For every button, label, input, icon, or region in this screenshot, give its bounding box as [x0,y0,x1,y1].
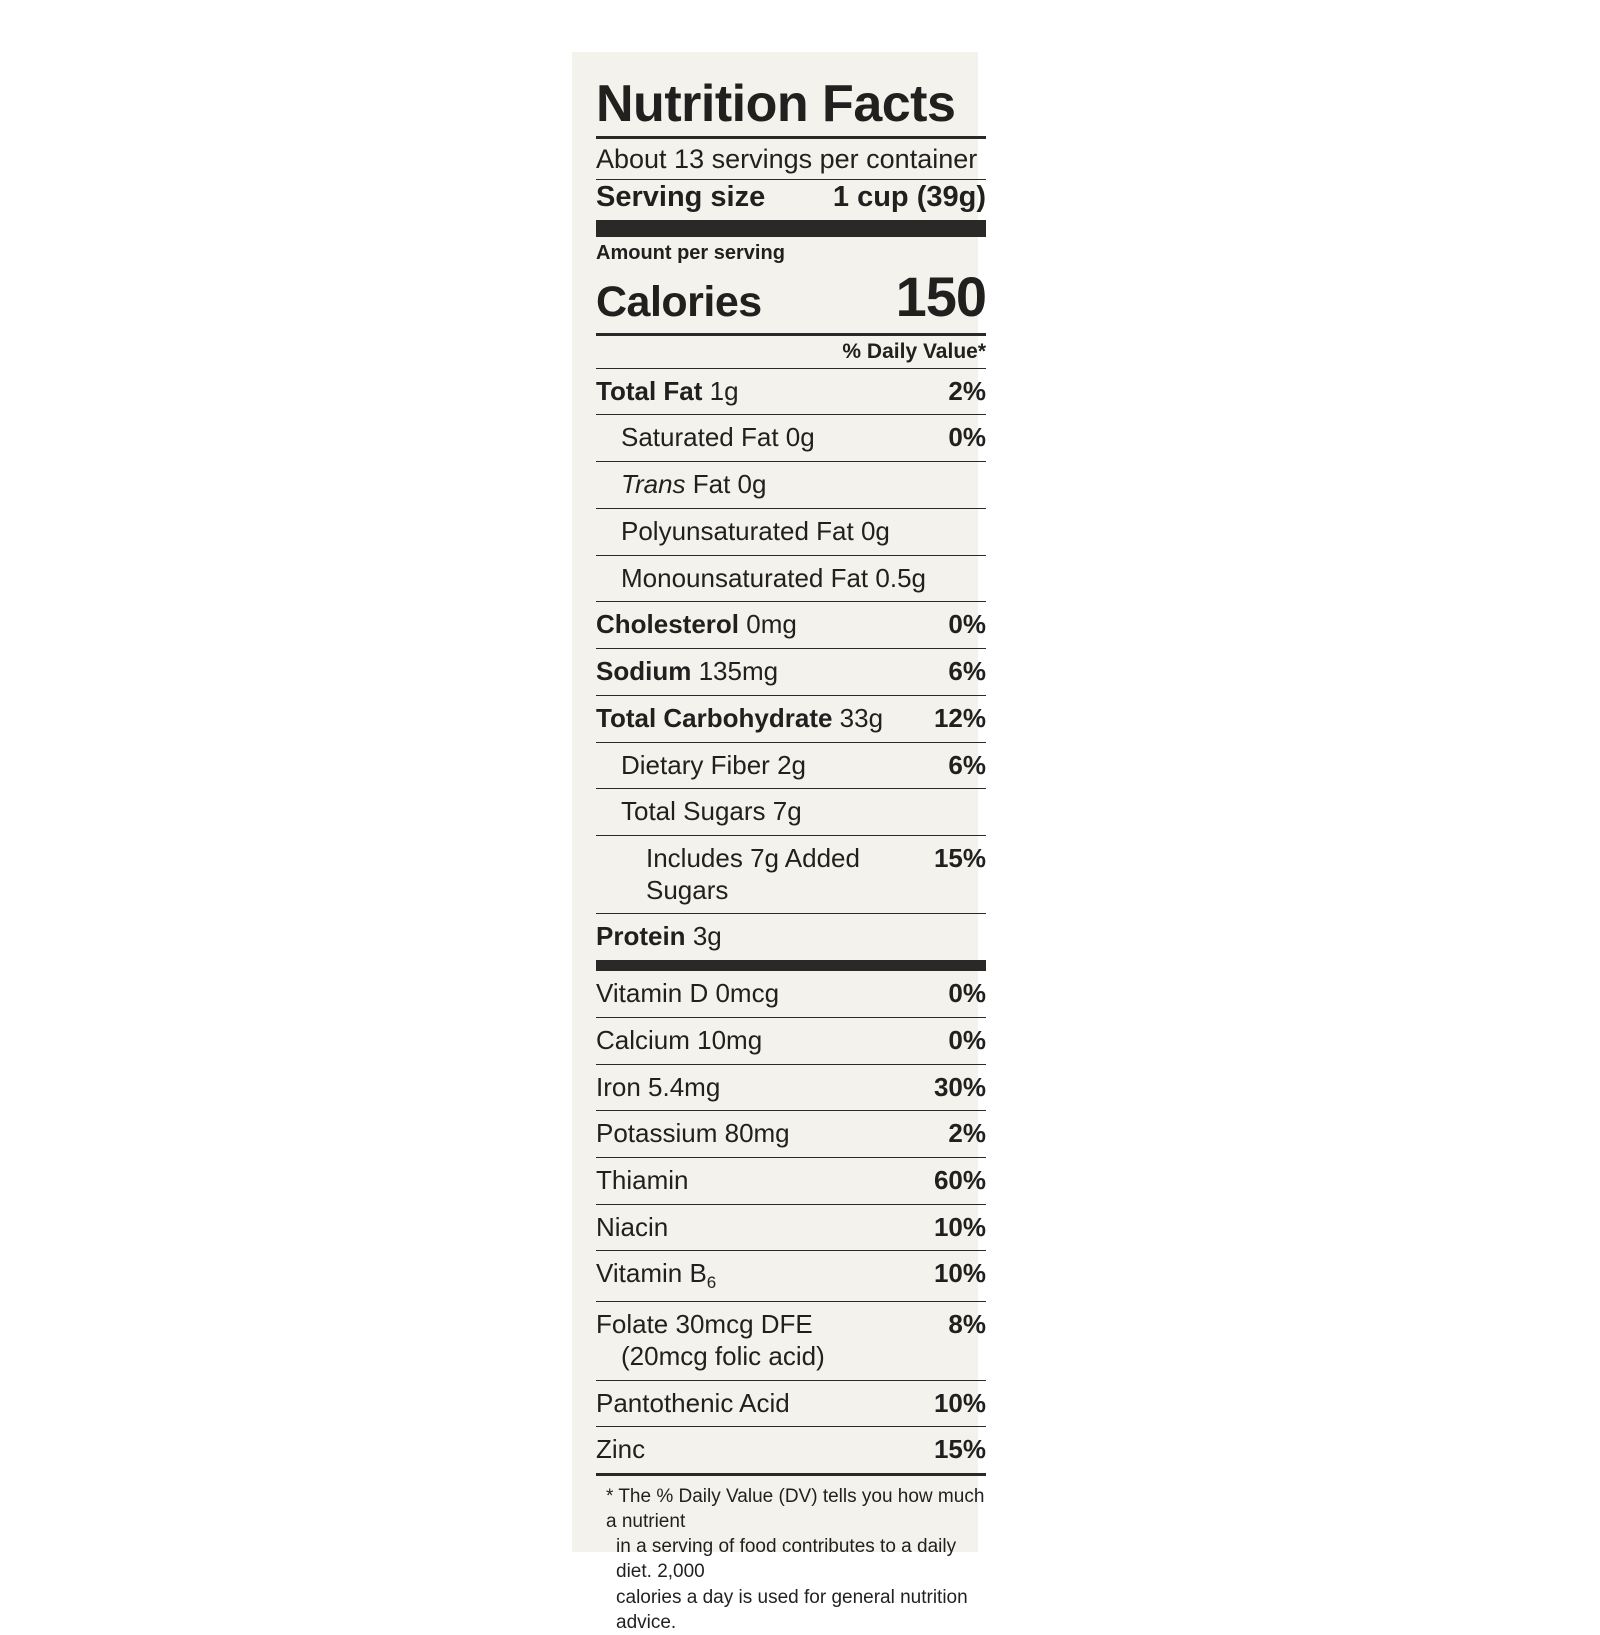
footnote-line-2: in a serving of food contributes to a daily diet. 2,000 [616,1536,957,1583]
nutrient-dv: 10% [933,1258,986,1289]
table-row [596,1111,986,1157]
nutrient-name: Vitamin $B_6$ [596,1258,717,1293]
table-row [596,462,986,508]
nutrient-dv: 2% [948,1118,986,1149]
nutrient-dv: 15% [933,842,986,873]
divider-thick-protein [596,960,986,971]
table-row [596,1302,986,1379]
table-row [596,1018,986,1064]
vitamin-b6-subscript: 6 [706,1273,717,1293]
table-row [596,971,986,1017]
table-row [596,743,986,789]
table-row [596,1158,986,1204]
table-row [596,1065,986,1111]
nutrient-dv: 30% [933,1071,986,1102]
nutrient-name: Total Sugars 7g [621,796,802,827]
table-row [596,602,986,648]
nutrient-name: Dietary Fiber 2g [621,749,806,780]
nutrient-dv: 12% [933,702,986,733]
table-row [596,415,986,461]
table-row [596,1205,986,1251]
nutrient-name: Protein 3g [596,921,722,952]
nutrient-dv: 10% [933,1211,986,1242]
nutrient-name: Polyunsaturated Fat 0g [621,515,890,546]
nutrient-name-second-line: (20mcg folic acid) [621,1341,825,1372]
table-row [596,836,986,913]
nutrient-dv: 6% [948,656,986,687]
table-row [596,914,986,960]
nutrient-name: Total Fat 1g [596,375,739,406]
table-row [596,556,986,602]
serving-size-value: 1 cup (39g) [832,180,986,213]
table-row [596,696,986,742]
calories-value: 150 [895,264,986,328]
nutrition-facts-label [596,75,986,1635]
nutrient-dv: 6% [948,749,986,780]
table-row [596,509,986,555]
nutrient-name: Vitamin D 0mcg [596,978,780,1009]
daily-value-footnote [596,1476,986,1634]
footnote-line-1: * The % Daily Value (DV) tells you how much a nutrient [606,1486,985,1533]
nutrient-name: Iron 5.4mg [596,1071,721,1102]
nutrient-dv: 0% [948,978,986,1009]
nutrient-dv: 8% [948,1309,986,1340]
label-title: Nutrition Facts [596,75,956,133]
amount-per-serving-label: Amount per serving [596,241,785,264]
nutrient-dv: 0% [948,609,986,640]
nutrient-name: Monounsaturated Fat 0.5g [621,562,926,593]
table-row [596,1251,986,1301]
nutrient-name: Thiamin [596,1164,689,1195]
nutrient-name: Trans Fat 0g [621,469,767,500]
nutrient-name: Cholesterol 0mg [596,609,797,640]
nutrient-name: Potassium 80mg [596,1118,790,1149]
servings-per-container: About 13 servings per container [596,144,978,174]
table-row [596,789,986,835]
serving-size-row [596,180,986,220]
nutrient-name: Niacin [596,1211,669,1242]
table-row [596,369,986,415]
daily-value-header: % Daily Value* [842,339,986,363]
calories-row [596,264,986,333]
nutrient-name: Sodium 135mg [596,656,779,687]
nutrient-name: Includes 7g Added Sugars [646,842,860,905]
nutrient-name: Pantothenic Acid [596,1387,790,1418]
table-row [596,649,986,695]
nutrient-dv: 10% [933,1387,986,1418]
nutrient-dv: 60% [933,1164,986,1195]
nutrient-name: Folate 30mcg DFE (20mcg folic acid) [596,1309,825,1372]
nutrient-name: Zinc [596,1434,646,1465]
nutrient-name: Saturated Fat 0g [621,422,815,453]
serving-size-label: Serving size [596,180,766,213]
table-row [596,1427,986,1473]
calories-label: Calories [596,277,762,326]
nutrient-dv: 0% [948,422,986,453]
nutrient-name: Total Carbohydrate 33g [596,702,884,733]
table-row [596,1381,986,1427]
divider-thick-top [596,220,986,237]
footnote-line-3: calories a day is used for general nutrition advice. [616,1586,968,1633]
nutrient-dv: 15% [933,1434,986,1465]
nutrient-name: Calcium 10mg [596,1024,763,1055]
nutrient-dv: 2% [948,375,986,406]
nutrient-dv: 0% [948,1024,986,1055]
